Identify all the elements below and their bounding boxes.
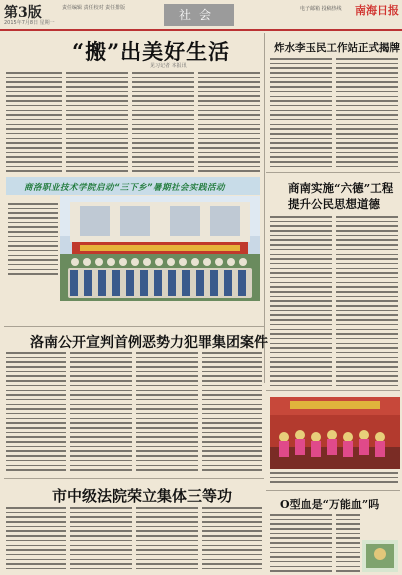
article-6-title: O型血是“万能血”吗 [280, 498, 380, 511]
masthead-logo: 南海日报 [355, 4, 399, 17]
section-rule-4 [4, 478, 264, 479]
article-4-column-3 [136, 352, 198, 474]
page-number: 第3版 [4, 5, 42, 21]
article-5-title: 市中级法院荣立集体三等功 [52, 487, 233, 505]
group-photo [60, 196, 260, 301]
performance-photo [270, 397, 400, 469]
column-divider [264, 33, 265, 383]
article-6-column-2 [336, 514, 360, 572]
article-1-column-1 [6, 72, 62, 172]
issue-date: 2015年7月8日 星期一 [4, 20, 55, 26]
article-4-column-4 [202, 352, 262, 474]
header-rule [0, 29, 402, 31]
contact-line: 电子邮箱 投稿热线 [300, 6, 342, 12]
article-3-column-1 [270, 216, 332, 386]
article-1-byline: 见习记者 本报讯 [150, 63, 187, 69]
section-rule-5 [266, 490, 400, 491]
article-3-column-2 [336, 216, 398, 386]
article-2-column-2 [336, 58, 398, 168]
article-3-title: 商南实施“六德”工程 [288, 181, 394, 195]
article-4-column-1 [6, 352, 66, 474]
section-tag: 社会 [164, 4, 234, 26]
article-1-column-4 [198, 72, 260, 172]
article-4-column-2 [70, 352, 132, 474]
article-5-column-3 [136, 507, 198, 573]
banner-headline: 商洛职业技术学院启动“三下乡”暑期社会实践活动 [24, 183, 225, 193]
editor-credits: 责任编辑 责任校对 责任排版 [62, 5, 126, 11]
article-5-column-4 [202, 507, 262, 573]
article-4-title: 洛南公开宣判首例恶势力犯罪集团案件 [30, 335, 268, 351]
article-5-column-1 [6, 507, 66, 573]
article-2-title: 炸水李玉民工作站正式揭牌 [274, 42, 400, 54]
article-2-column-1 [270, 58, 332, 168]
article-1-column-3 [132, 72, 194, 172]
article-5-column-2 [70, 507, 132, 573]
page-header [0, 0, 402, 32]
article-6-column-1 [270, 514, 332, 572]
section-rule-2 [4, 326, 264, 327]
section-rule-3 [266, 390, 400, 391]
photo-caption [8, 203, 58, 278]
article-3-title-line-2: 提升公民思想道德 [288, 197, 380, 211]
article-1-column-2 [66, 72, 128, 172]
article-1-title: “搬”出美好生活 [72, 39, 231, 64]
photo-right-caption [270, 472, 398, 486]
thumbnail-image [362, 540, 398, 572]
section-rule [266, 172, 400, 173]
